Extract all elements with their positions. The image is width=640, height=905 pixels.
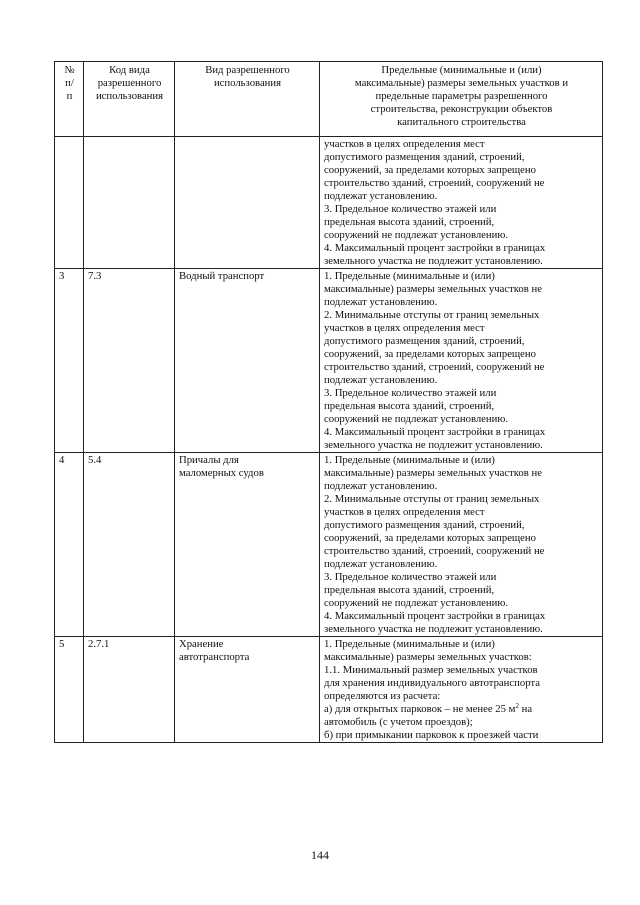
table-row [55,637,603,743]
table-row [55,137,603,269]
page-number: 144 [311,848,329,862]
cell-params: 1. Предельные (минимальные и (или) максимальные) размеры земельных участков: 1.1. Минимальный размер земельных участков для хранения индивидуального автотранспорта определяются из расчета: а) для открытых парковок – не менее 25 $м^2$ на автомобиль (с учетом проездов); б) при примыкании парковок к проезжей части [320,637,603,743]
table-header-row [55,62,603,137]
cell-code: 2.7.1 [84,637,175,743]
table-row [55,269,603,453]
cell-params: 1. Предельные (минимальные и (или) максимальные) размеры земельных участков не подлежат установлению. 2. Минимальные отступы от границ земельных участков в целях определения мест допустимого размещения зданий, строений, сооружений, за пределами которых запрещено строительство зданий, строений, сооружений не подлежат установлению. 3. Предельное количество этажей или предельная высота зданий, строений, сооружений не подлежат установлению. 4. Максимальный процент застройки в границах земельного участка не подлежит установлению. [320,269,603,453]
cell-code: 7.3 [84,269,175,453]
regulations-table [54,61,603,743]
header-number: № п/ п [55,62,84,137]
header-params: Предельные (минимальные и (или) максимальные) размеры земельных участков и предельные параметры разрешенного строительства, реконструкции объектов капитального строительства [320,62,603,137]
cell-kind [175,137,320,269]
cell-kind: Водный транспорт [175,269,320,453]
parking-norm-line: а) для открытых парковок – не менее 25 $м^2$ на [324,702,533,715]
cell-number: 3 [55,269,84,453]
cell-kind: Причалы для маломерных судов [175,453,320,637]
cell-number: 5 [55,637,84,743]
table-row [55,453,603,637]
header-kind: Вид разрешенного использования [175,62,320,137]
cell-number: 4 [55,453,84,637]
cell-kind: Хранение автотранспорта [175,637,320,743]
cell-params: участков в целях определения мест допустимого размещения зданий, строений, сооружений, за пределами которых запрещено строительство зданий, строений, сооружений не подлежат установлению. 3. Предельное количество этажей или предельная высота зданий, строений, сооружений не подлежат установлению. 4. Максимальный процент застройки в границах земельного участка не подлежит установлению. [320,137,603,269]
cell-params: 1. Предельные (минимальные и (или) максимальные) размеры земельных участков не подлежат установлению. 2. Минимальные отступы от границ земельных участков в целях определения мест допустимого размещения зданий, строений, сооружений, за пределами которых запрещено строительство зданий, строений, сооружений не подлежат установлению. 3. Предельное количество этажей или предельная высота зданий, строений, сооружений не подлежат установлению. 4. Максимальный процент застройки в границах земельного участка не подлежит установлению. [320,453,603,637]
cell-code [84,137,175,269]
header-code: Код вида разрешенного использования [84,62,175,137]
cell-code: 5.4 [84,453,175,637]
cell-number [55,137,84,269]
